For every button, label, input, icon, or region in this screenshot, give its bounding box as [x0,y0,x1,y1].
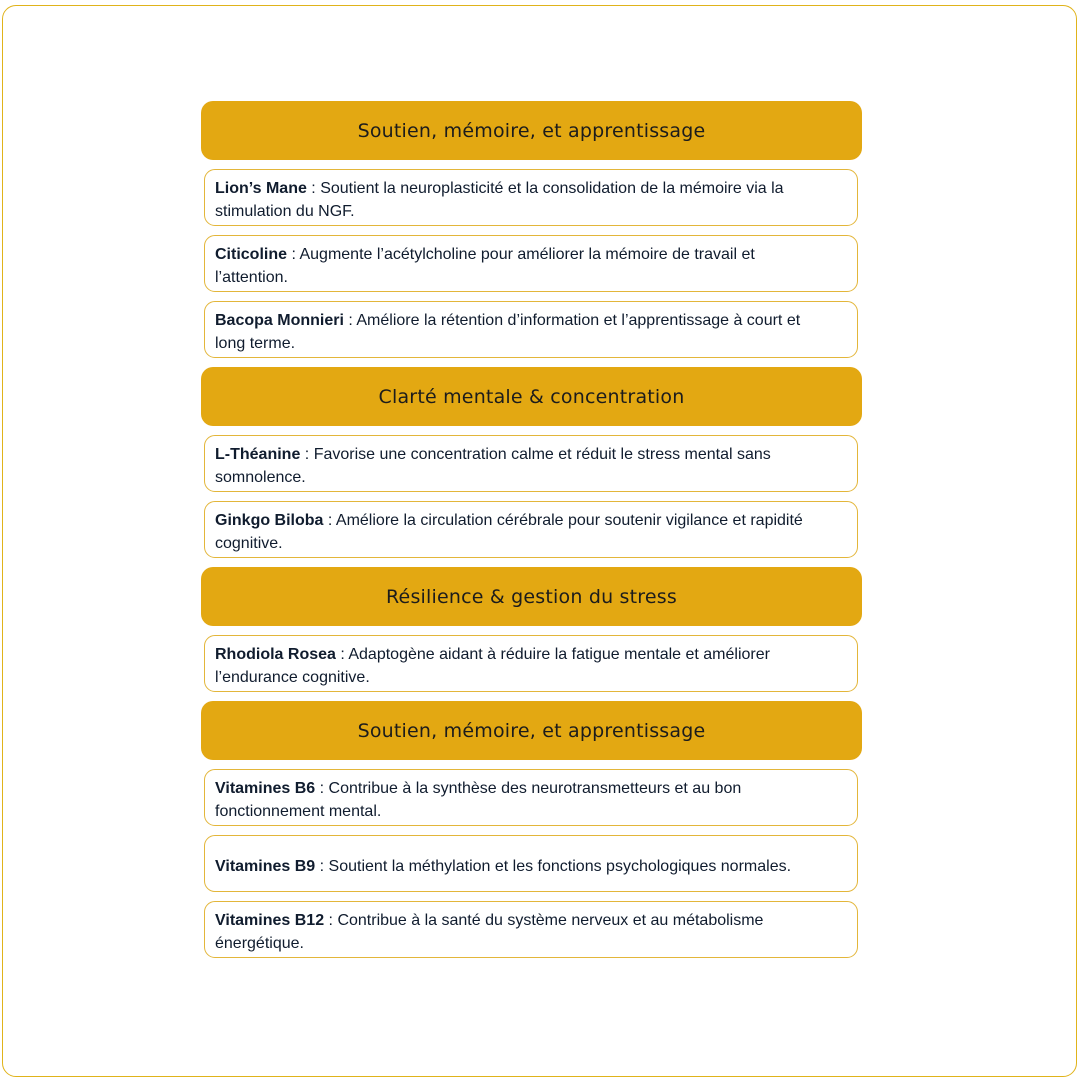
item-separator: : [315,780,329,797]
item-description: Augmente l’acétylcholine pour améliorer la mémoire de travail et l’attention. [215,246,755,286]
item-name: Lion’s Mane [215,180,307,197]
item-name: Vitamines B12 [215,912,325,929]
section-title: Soutien, mémoire, et apprentissage [357,719,706,742]
item-separator: : [335,646,349,663]
supplement-list [201,101,862,958]
list-item [204,769,858,826]
item-description: Adaptogène aidant à réduire la fatigue mentale et améliorer l’endurance cognitive. [215,646,770,686]
item-description: Améliore la circulation cérébrale pour soutenir vigilance et rapidité cognitive. [215,512,803,552]
item-separator: : [343,312,357,329]
item-separator: : [315,857,329,875]
item-name: L-Théanine [215,446,301,463]
list-item [204,435,858,492]
item-name: Citicoline [215,246,288,263]
section-title: Résilience & gestion du stress [386,585,677,608]
section-header-vitamins [201,701,862,760]
item-separator: : [324,912,338,929]
item-description: Améliore la rétention d’information et l’apprentissage à court et long terme. [215,312,801,352]
list-item [204,235,858,292]
item-description: Contribue à la santé du système nerveux et au métabolisme énergétique. [215,912,764,952]
section-title: Soutien, mémoire, et apprentissage [357,119,706,142]
list-item [204,901,858,958]
list-item [204,835,858,892]
list-item [204,301,858,358]
list-item [204,501,858,558]
item-separator: : [323,512,336,529]
list-item [204,635,858,692]
section-header-clarity [201,367,862,426]
item-name: Vitamines B9 [215,857,316,875]
page-frame [2,5,1077,1077]
section-header-memory [201,101,862,160]
section-title: Clarté mentale & concentration [378,385,685,408]
section-header-stress [201,567,862,626]
item-description: Contribue à la synthèse des neurotransmetteurs et au bon fonctionnement mental. [215,780,742,820]
item-name: Rhodiola Rosea [215,646,336,663]
item-separator: : [300,446,314,463]
item-name: Vitamines B6 [215,780,316,797]
list-item [204,169,858,226]
item-description: Favorise une concentration calme et réduit le stress mental sans somnolence. [215,446,771,486]
item-description: Soutient la méthylation et les fonctions psychologiques normales. [328,857,792,875]
item-separator: : [306,180,321,197]
item-separator: : [287,246,300,263]
item-name: Bacopa Monnieri [215,312,344,329]
item-name: Ginkgo Biloba [215,512,324,529]
item-description: Soutient la neuroplasticité et la consolidation de la mémoire via la stimulation du NGF. [215,180,784,220]
